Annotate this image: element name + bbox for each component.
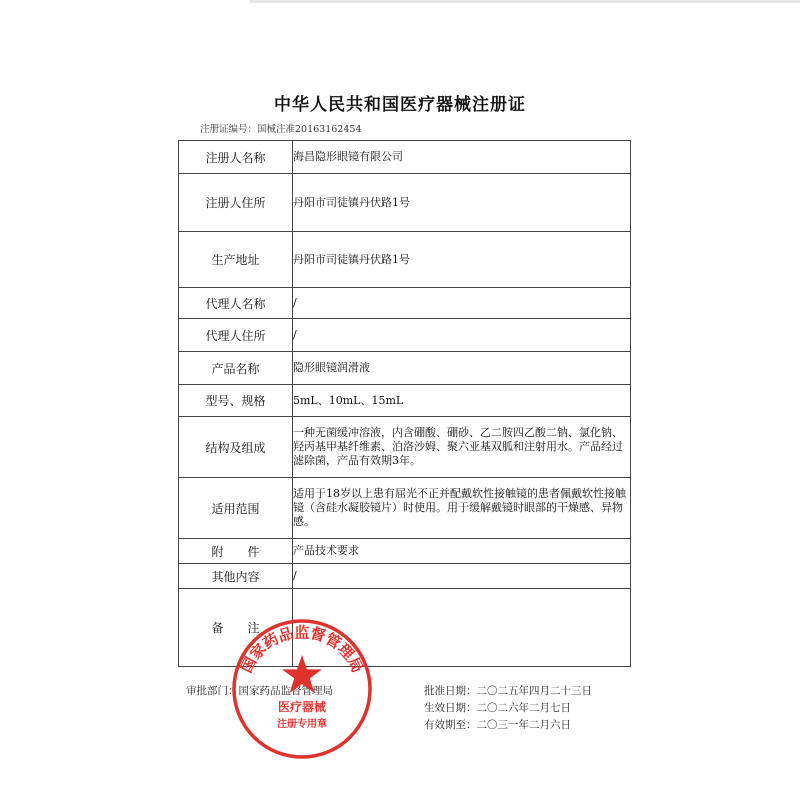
table-row	[179, 417, 631, 478]
table-row	[179, 319, 631, 352]
row-value: 丹阳市司徒镇丹伏路1号	[293, 174, 631, 232]
table-row	[179, 288, 631, 319]
row-value: /	[293, 288, 631, 319]
seal-arc-path-text: 国家药品监督管理局	[237, 623, 367, 676]
row-label: 代理人名称	[179, 288, 293, 319]
star-icon	[282, 655, 322, 693]
seal-line2: 注册专用章	[277, 719, 327, 730]
row-label: 生产地址	[179, 232, 293, 288]
row-label: 附 件	[179, 539, 293, 564]
effective-date: 生效日期：二〇二六年二月七日	[424, 702, 571, 714]
row-label: 备 注	[179, 589, 293, 667]
table-row	[179, 352, 631, 385]
seal-line1: 医疗器械	[277, 700, 327, 714]
table-row	[179, 564, 631, 589]
expiry-date: 有效期至：二〇三一年二月六日	[424, 719, 571, 731]
row-label: 注册人住所	[179, 174, 293, 232]
table-row	[179, 385, 631, 417]
registration-number: 注册证编号：国械注准20163162454	[200, 124, 362, 135]
row-label: 产品名称	[179, 352, 293, 385]
row-value: 丹阳市司徒镇丹伏路1号	[293, 232, 631, 288]
table-row	[179, 232, 631, 288]
top-divider	[250, 0, 800, 3]
row-label: 型号、规格	[179, 385, 293, 417]
approval-date: 批准日期：二〇二五年四月二十三日	[424, 685, 592, 697]
row-value: /	[293, 564, 631, 589]
row-value: 5mL、10mL、15mL	[293, 385, 631, 417]
row-value: /	[293, 319, 631, 352]
row-value: 适用于18岁以上患有屈光不正并配戴软性接触镜的患者佩戴软性接触镜（含硅水凝胶镜片）时使用。用于缓解戴镜时眼部的干燥感、异物感。	[293, 478, 631, 539]
row-label: 其他内容	[179, 564, 293, 589]
table-row	[179, 141, 631, 174]
row-value: 海昌隐形眼镜有限公司	[293, 141, 631, 174]
official-seal	[230, 617, 374, 761]
row-value: 隐形眼镜润滑液	[293, 352, 631, 385]
row-label: 注册人名称	[179, 141, 293, 174]
approver-label: 审批部门：	[186, 685, 239, 697]
row-label: 结构及组成	[179, 417, 293, 478]
approver-name: 国家药品监督管理局	[238, 685, 333, 697]
table-row	[179, 478, 631, 539]
table-row	[179, 539, 631, 564]
document-title: 中华人民共和国医疗器械注册证	[274, 95, 526, 115]
row-label: 适用范围	[179, 478, 293, 539]
row-label: 代理人住所	[179, 319, 293, 352]
row-value: 一种无菌缓冲溶液，内含硼酸、硼砂、乙二胺四乙酸二钠、氯化钠、羟丙基甲基纤维素、泊洛沙姆、聚六亚基双胍和注射用水。产品经过滤除菌，产品有效期3年。	[293, 417, 631, 478]
row-value: 产品技术要求	[293, 539, 631, 564]
table-row	[179, 174, 631, 232]
certificate-table	[178, 140, 631, 667]
